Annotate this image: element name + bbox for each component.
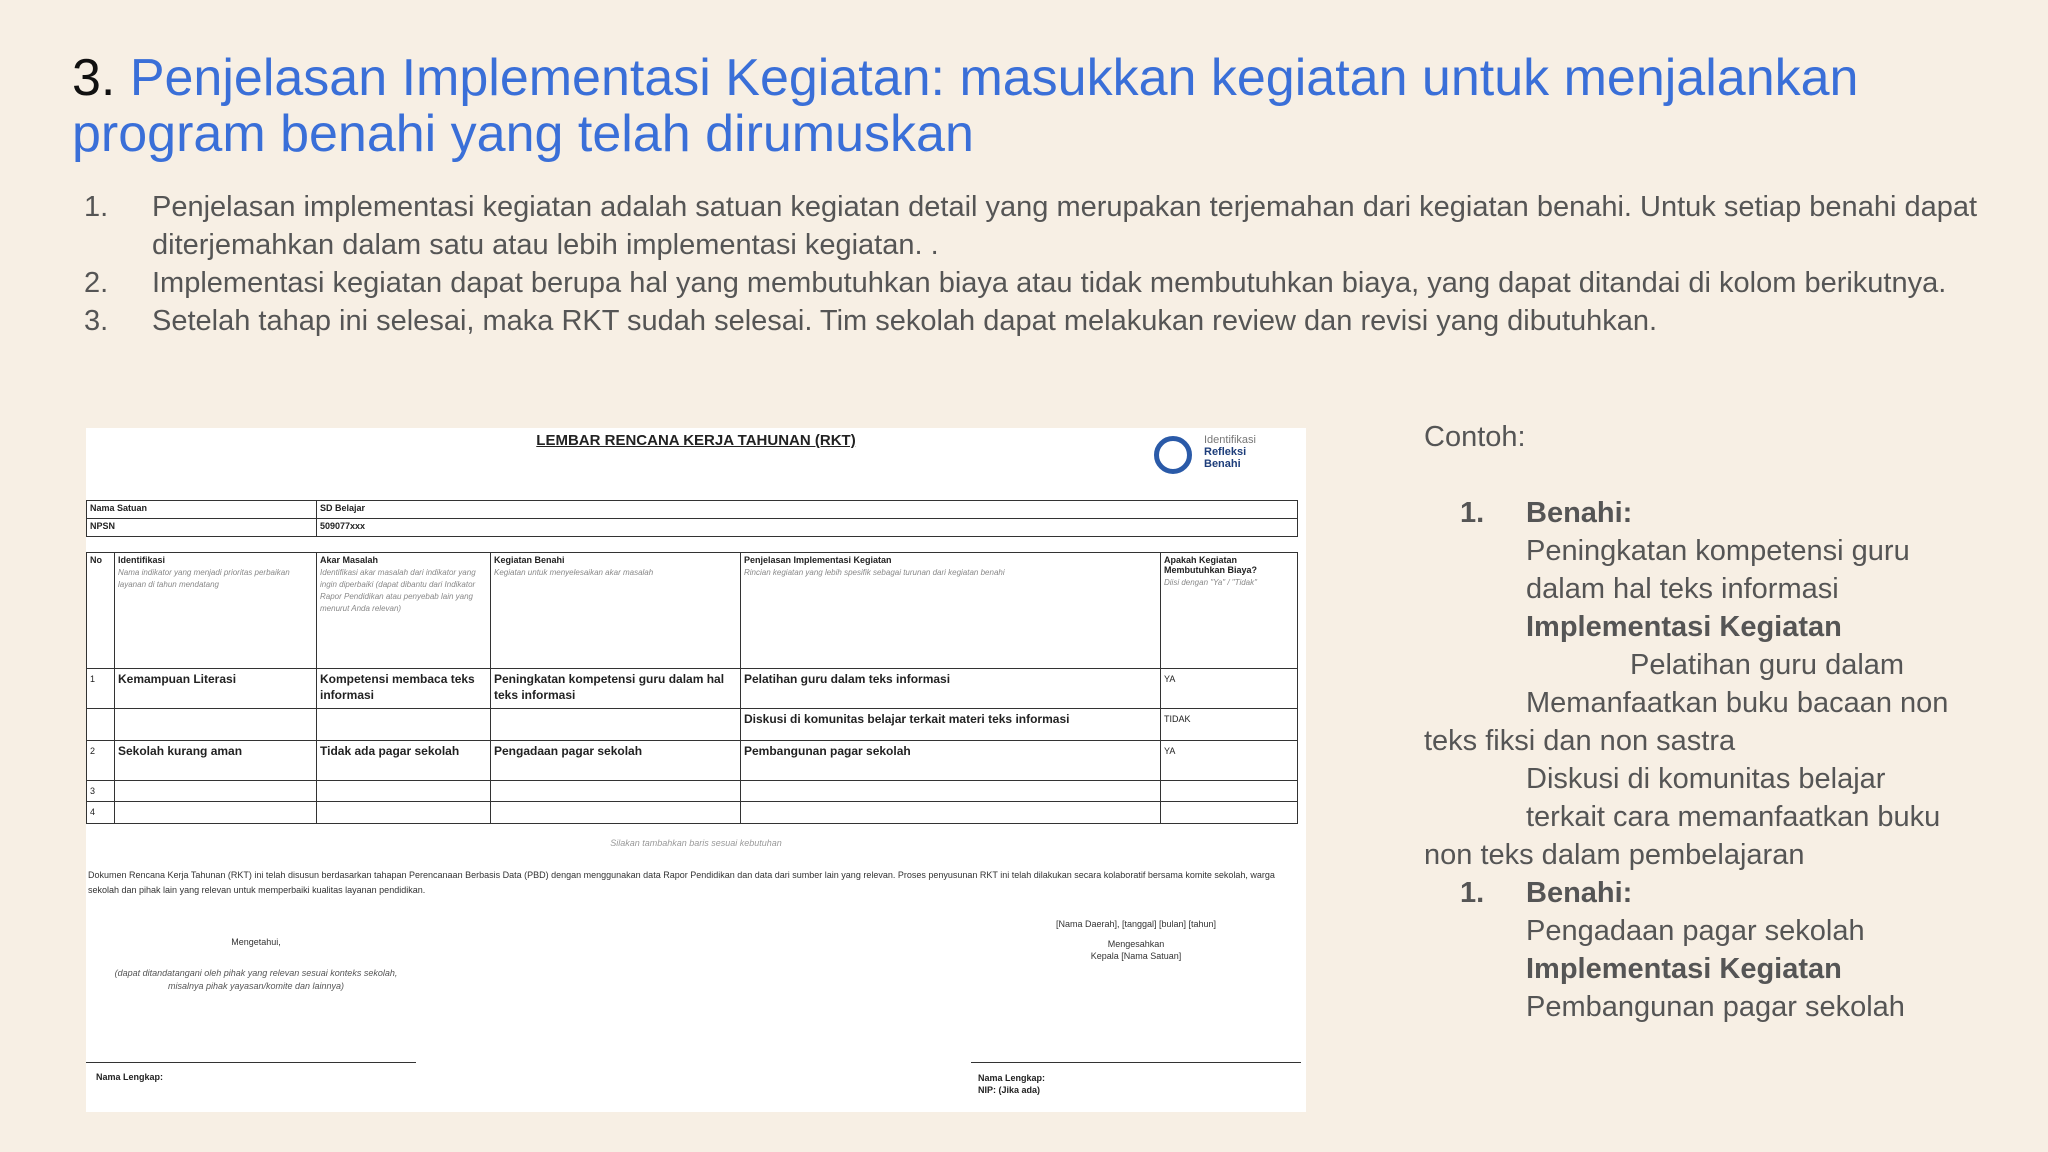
school-info-table: Nama Satuan SD Belajar NPSN 509077xxx xyxy=(86,500,1298,537)
page-title xyxy=(72,50,1872,162)
table-row: 2 Sekolah kurang aman Tidak ada pagar sekolah Pengadaan pagar sekolah Pembangunan pagar sekolah YA xyxy=(87,741,1298,781)
signature-line xyxy=(971,1062,1301,1063)
table-row: 1 Kemampuan Literasi Kompetensi membaca teks informasi Peningkatan kompetensi guru dalam hal teks informasi Pelatihan guru dalam teks informasi YA xyxy=(87,669,1298,709)
doc-note: Silakan tambahkan baris sesuai kebutuhan xyxy=(610,838,782,848)
table-row: 3 xyxy=(87,781,1298,802)
doc-title: LEMBAR RENCANA KERJA TAHUNAN (RKT) xyxy=(536,432,856,449)
rkt-document-image: LEMBAR RENCANA KERJA TAHUNAN (RKT) Identifikasi Refleksi Benahi Nama Satuan SD Belajar NPSN 509077xxx No Identifikasi Nama indikator yang menjadi prioritas perbaikan layanan di tahun mendatang Akar Masalah Identifikasi akar masalah dari indikator yang ingin diperbaiki (dapat dibantu dari Indikator Rapor Pendidikan atau penyebab lain yang menurut Anda relevan) Kegiatan Benahi Kegiatan untuk menyelesaikan akar masalah Penjelasan Implementasi Kegiatan Rincian kegiatan yang lebih spesifik sebagai turunan dari kegiatan benahi Apakah Kegiatan Membutuhkan Biaya? Diisi dengan "Ya" / "Tidak" 1 Kemampuan Literasi Kompetensi membaca teks informasi Peningkatan kompetensi guru dalam hal teks informasi Pelatihan guru dalam teks informasi YA Diskusi di komunitas belajar terkait materi teks informasi TIDAK 2 Sekolah kurang aman Tidak ada pagar sekolah Pengadaan pagar sekolah Pembangunan pagar sekolah YA 3 4 Silakan tambahkan baris sesuai kebutuhan Dokumen Rencana Kerja Tahunan (RKT) ini telah disusun berdasarkan tahapan Perencanaan Berbasis Data (PBD) dengan menggunakan data Rapor Pendidikan dan data dari sumber lain yang relevan. Proses penyusunan RKT ini telah dilakukan secara kolaboratif bersama komite sekolah, warga sekolah dan pihak lain yang relevan untuk memperbaiki kualitas layanan pendidikan. Mengetahui, (dapat ditandatangani oleh pihak yang relevan sesuai konteks sekolah, misalnya pihak yayasan/komite dan lainnya) [Nama Daerah], [tanggal] [bulan] [tahun] Mengesahkan Kepala [Nama Satuan] Nama Lengkap: Nama Lengkap: NIP: (Jika ada) xyxy=(86,428,1306,1112)
intro-list xyxy=(84,188,1984,340)
example-panel: Contoh: 1. Benahi: Peningkatan kompetensi guru dalam hal teks informasi Implementasi Kegiatan Pelatihan guru dalam Memanfaatkan buku bacaan non teks fiksi dan non sastra Diskusi di komunitas belajar terkait cara memanfaatkan buku non teks dalam pembelajaran 1. Benahi: Pengadaan pagar sekolah Implementasi Kegiatan Pembangunan pagar sekolah xyxy=(1424,418,2024,1026)
list-item: 2. Implementasi kegiatan dapat berupa hal yang membutuhkan biaya atau tidak membutuhkan biaya, yang dapat ditandai di kolom berikutnya. xyxy=(84,267,1947,299)
example-heading: Contoh: xyxy=(1424,421,1526,453)
title-text: Penjelasan Implementasi Kegiatan: masukkan kegiatan untuk menjalankan program benahi yang telah dirumuskan xyxy=(72,49,1859,163)
list-item: 3. Setelah tahap ini selesai, maka RKT sudah selesai. Tim sekolah dapat melakukan review dan revisi yang dibutuhkan. xyxy=(84,305,1658,337)
title-number: 3. xyxy=(72,49,116,107)
rkt-table: No Identifikasi Nama indikator yang menjadi prioritas perbaikan layanan di tahun mendatang Akar Masalah Identifikasi akar masalah dari indikator yang ingin diperbaiki (dapat dibantu dari Indikator Rapor Pendidikan atau penyebab lain yang menurut Anda relevan) Kegiatan Benahi Kegiatan untuk menyelesaikan akar masalah Penjelasan Implementasi Kegiatan Rincian kegiatan yang lebih spesifik sebagai turunan dari kegiatan benahi Apakah Kegiatan Membutuhkan Biaya? Diisi dengan "Ya" / "Tidak" 1 Kemampuan Literasi Kompetensi membaca teks informasi Peningkatan kompetensi guru dalam hal teks informasi Pelatihan guru dalam teks informasi YA Diskusi di komunitas belajar terkait materi teks informasi TIDAK 2 Sekolah kurang aman Tidak ada pagar sekolah Pengadaan pagar sekolah Pembangunan pagar sekolah YA 3 4 xyxy=(86,552,1298,824)
signature-right: [Nama Daerah], [tanggal] [bulan] [tahun] Mengesahkan Kepala [Nama Satuan] xyxy=(1055,919,1217,961)
table-row: 4 xyxy=(87,802,1298,824)
signature-left: Mengetahui, (dapat ditandatangani oleh pihak yang relevan sesuai konteks sekolah, misalnya pihak yayasan/komite dan lainnya) xyxy=(114,937,398,991)
logo-emblem-icon xyxy=(1154,436,1192,474)
irb-logo: Identifikasi Refleksi Benahi xyxy=(1154,432,1294,476)
list-item: 1. Penjelasan implementasi kegiatan adalah satuan kegiatan detail yang merupakan terjemahan dari kegiatan benahi. Untuk setiap benahi dapat diterjemahkan dalam satu atau lebih implementasi kegiatan. . xyxy=(84,191,1978,261)
signature-line xyxy=(86,1062,416,1063)
doc-paragraph: Dokumen Rencana Kerja Tahunan (RKT) ini telah disusun berdasarkan tahapan Perencanaan Berbasis Data (PBD) dengan menggunakan data Rapor Pendidikan dan data dari sumber lain yang relevan. Proses penyusunan RKT ini telah dilakukan secara kolaboratif bersama komite sekolah, warga sekolah dan pihak lain yang relevan untuk memperbaiki kualitas layanan pendidikan. xyxy=(88,870,1275,895)
table-row: Diskusi di komunitas belajar terkait materi teks informasi TIDAK xyxy=(87,709,1298,741)
